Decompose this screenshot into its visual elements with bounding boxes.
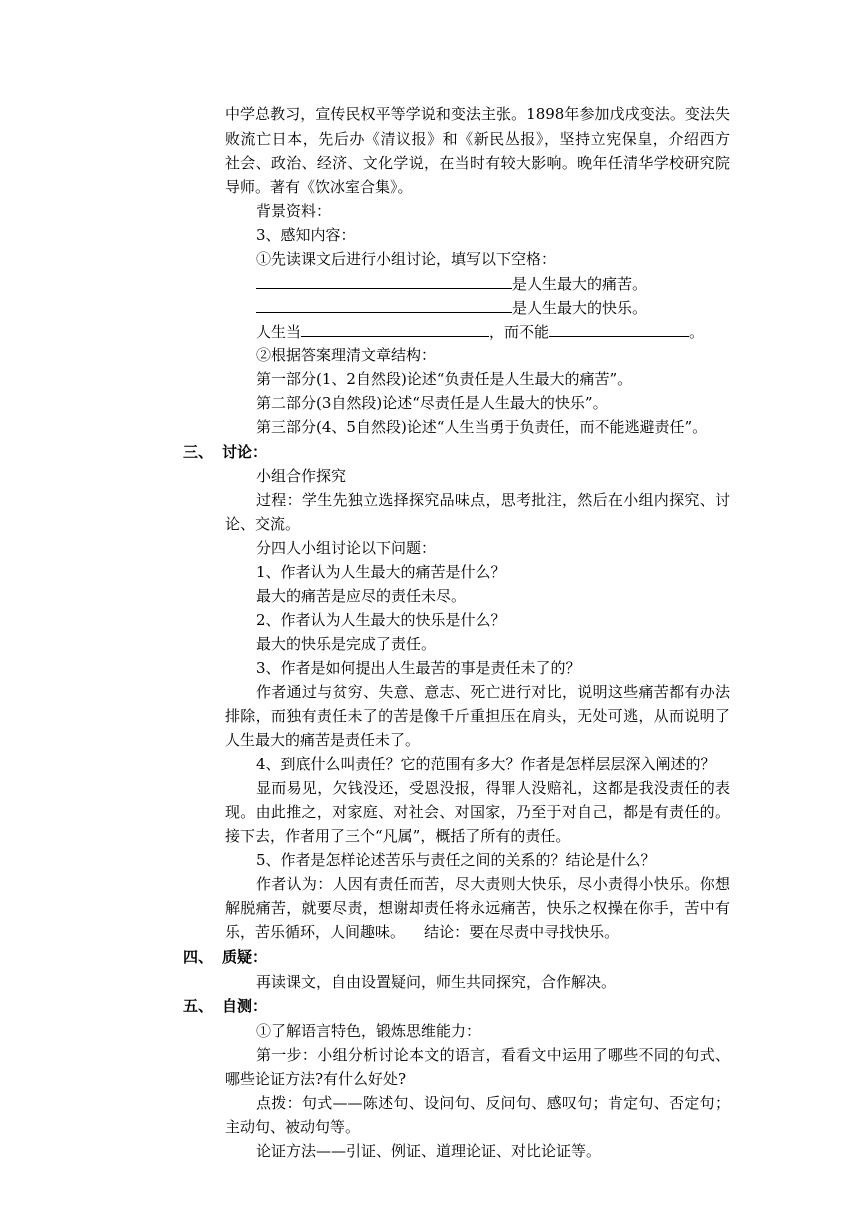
- question-5: 5、作者是怎样论述苦乐与责任之间的关系的？结论是什么？: [256, 851, 656, 869]
- blank-line: [301, 319, 489, 337]
- argument-methods: 论证方法——引证、例证、道理论证、对比论证等。: [256, 1142, 602, 1160]
- fill-blank-1: [256, 271, 730, 295]
- discuss-prompt: ①先读课文后进行小组讨论，填写以下空格：: [256, 250, 557, 268]
- blank1-suffix: 是人生最大的痛苦。: [512, 275, 648, 293]
- question-1: 1、作者认为人生最大的痛苦是什么？: [256, 563, 506, 581]
- selftest-item-1: ①了解语言特色，锻炼思维能力：: [256, 1022, 482, 1040]
- section-number-discuss: 三、: [183, 443, 214, 461]
- process-line-1: 过程：学生先独立选择探究品味点，思考批注，然后在小组内探究、讨: [256, 491, 730, 509]
- blank3-prefix: 人生当: [256, 323, 302, 341]
- structure-title: ②根据答案理清文章结构：: [256, 346, 437, 364]
- answer-3-line-1: 作者通过与贫穷、失意、意志、死亡进行对比，说明这些痛苦都有办法: [256, 683, 730, 701]
- blank-line: [256, 295, 512, 313]
- answer-5-line-2: 解脱痛苦，就要尽责，想谢却责任将永远痛苦，快乐之权操在你手，苦中有: [225, 899, 730, 917]
- step1-line-2: 哪些论证方法?有什么好处?: [225, 1070, 407, 1088]
- answer-1: 最大的痛苦是应尽的责任未尽。: [256, 587, 467, 605]
- section-number-selftest: 五、: [183, 997, 214, 1015]
- step1-line-1: 第一步：小组分析讨论本文的语言，看看文中运用了哪些不同的句式、: [256, 1046, 730, 1064]
- section-number-question: 四、: [183, 948, 214, 966]
- question-text: 再读课文，自由设置疑问，师生共同探究，合作解决。: [256, 973, 617, 991]
- structure-part-1: 第一部分(1、2自然段)论述“负责任是人生最大的痛苦”。: [256, 370, 633, 388]
- four-person-group: 分四人小组讨论以下问题：: [256, 539, 437, 557]
- intro-line-2: 败流亡日本，先后办《清议报》和《新民丛报》，坚持立宪保皇，介绍西方: [225, 130, 730, 148]
- structure-part-2: 第二部分(3自然段)论述“尽责任是人生最大的快乐”。: [256, 394, 608, 412]
- blank-line: [549, 319, 689, 337]
- perceive-title: 3、感知内容：: [256, 226, 356, 244]
- section-title-discuss: 讨论：: [222, 443, 268, 461]
- answer-3-line-3: 人生最大的痛苦是责任未了。: [225, 731, 421, 749]
- intro-line-3: 社会、政治、经济、文化学说，在当时有较大影响。晚年任清华学校研究院: [225, 154, 730, 172]
- intro-line-4: 导师。著有《饮冰室合集》。: [225, 178, 413, 196]
- blank3-end: 。: [689, 323, 705, 341]
- process-line-2: 论、交流。: [225, 515, 301, 533]
- fill-blank-2: [256, 295, 730, 319]
- structure-part-3: 第三部分(4、5自然段)论述“人生当勇于负责任，而不能逃避责任”。: [256, 418, 708, 436]
- answer-2: 最大的快乐是完成了责任。: [256, 635, 437, 653]
- hint-line-2: 主动句、被动句等。: [225, 1118, 361, 1136]
- answer-5-line-1: 作者认为：人因有责任而苦，尽大责则大快乐，尽小责得小快乐。你想: [256, 875, 730, 893]
- question-3: 3、作者是如何提出人生最苦的事是责任未了的？: [256, 659, 581, 677]
- section-title-selftest: 自测：: [222, 997, 268, 1015]
- answer-3-line-2: 排除，而独有责任未了的苦是像千斤重担压在肩头，无处可逃，从而说明了: [225, 707, 730, 725]
- answer-4-line-2: 现。由此推之，对家庭、对社会、对国家，乃至于对自己，都是有责任的。: [225, 803, 730, 821]
- background-label: 背景资料：: [256, 202, 332, 220]
- group-explore: 小组合作探究: [256, 467, 347, 485]
- answer-4-line-1: 显而易见，欠钱没还，受恩没报，得罪人没赔礼，这都是我没责任的表: [256, 779, 730, 797]
- blank-line: [256, 271, 512, 289]
- blank2-suffix: 是人生最大的快乐。: [512, 299, 648, 317]
- blank3-middle: ，而不能: [489, 323, 550, 341]
- hint-line-1: 点拨：句式——陈述句、设问句、反问句、感叹句；肯定句、否定句；: [256, 1094, 730, 1112]
- fill-blank-3: [256, 319, 730, 343]
- question-4: 4、到底什么叫责任？它的范围有多大？作者是怎样层层深入阐述的？: [256, 755, 716, 773]
- answer-4-line-3: 接下去，作者用了三个“凡属”，概括了所有的责任。: [225, 827, 571, 845]
- section-title-question: 质疑：: [222, 948, 268, 966]
- answer-5-line-3: 乐，苦乐循环，人间趣味。 结论：要在尽责中寻找快乐。: [225, 923, 620, 941]
- question-2: 2、作者认为人生最大的快乐是什么？: [256, 611, 506, 629]
- intro-line-1: 中学总教习，宣传民权平等学说和变法主张。1898年参加戊戌变法。变法失: [225, 105, 730, 123]
